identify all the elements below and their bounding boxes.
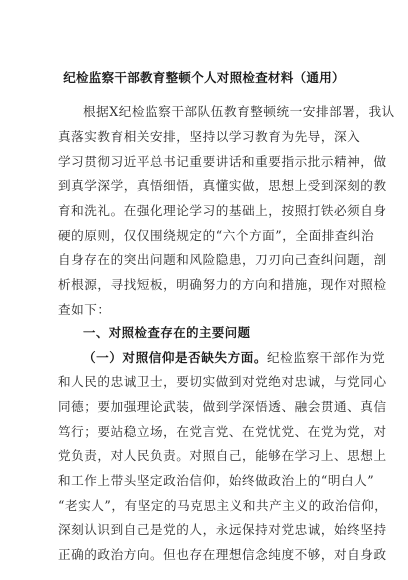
paragraph-line: 析根源，寻找短板，明确努力的方向和措施，现作对照检	[58, 277, 387, 292]
paragraph-line: 根据X纪检监察干部队伍教育整顿统一安排部署，我认	[83, 104, 395, 119]
paragraph-line: 和工作上带头坚定政治信仰，始终做政治上的“明白人”	[58, 473, 375, 488]
paragraph-line: 纪检监察干部作为党	[267, 350, 386, 365]
paragraph-line: 正确的政治方向。但也存在理想信念纯度不够，对自身政	[58, 547, 387, 562]
subsection-label: （一）对照信仰是否缺失方面。	[83, 350, 268, 365]
paragraph-line: “老实人”，有坚定的马克思主义和共产主义的政治信仰，	[58, 498, 388, 513]
paragraph-line: 笃行；要站稳立场，在党言党、在党忧党、在党为党，对	[58, 424, 387, 439]
paragraph-line: 到真学深学，真悟细悟，真懂实做，思想上受到深刻的教	[58, 178, 387, 193]
paragraph-line: 自身存在的突出问题和风险隐患，刀刃向己查纠问题，剖	[58, 252, 387, 267]
paragraph-line: 同德；要加强理论武装，做到学深悟透、融会贯通、真信	[58, 399, 387, 414]
paragraph-line: 育和洗礼。在强化理论学习的基础上，按照打铁必须自身	[58, 203, 387, 218]
document-title: 纪检监察干部教育整顿个人对照检查材料（通用）	[63, 70, 345, 85]
paragraph-line: 党负责，对人民负责。对照自己，能够在学习上、思想上	[58, 448, 387, 463]
paragraph-line: 学习贯彻习近平总书记重要讲话和重要指示批示精神，做	[58, 154, 387, 169]
paragraph-line: 真落实教育相关安排，坚持以学习教育为先导，深入	[58, 129, 361, 144]
subsection-first-line	[83, 347, 385, 366]
paragraph-line: 查如下：	[58, 302, 111, 317]
paragraph-line: 深刻认识到自己是党的人，永远保持对党忠诚，始终坚持	[58, 522, 387, 537]
paragraph-line: 硬的原则，仅仅围绕规定的“六个方面”，全面排查纠治	[58, 228, 375, 243]
paragraph-line: 和人民的忠诚卫士，要切实做到对党绝对忠诚，与党同心	[58, 374, 387, 389]
section-heading: 一、对照检查存在的主要问题	[83, 325, 251, 340]
